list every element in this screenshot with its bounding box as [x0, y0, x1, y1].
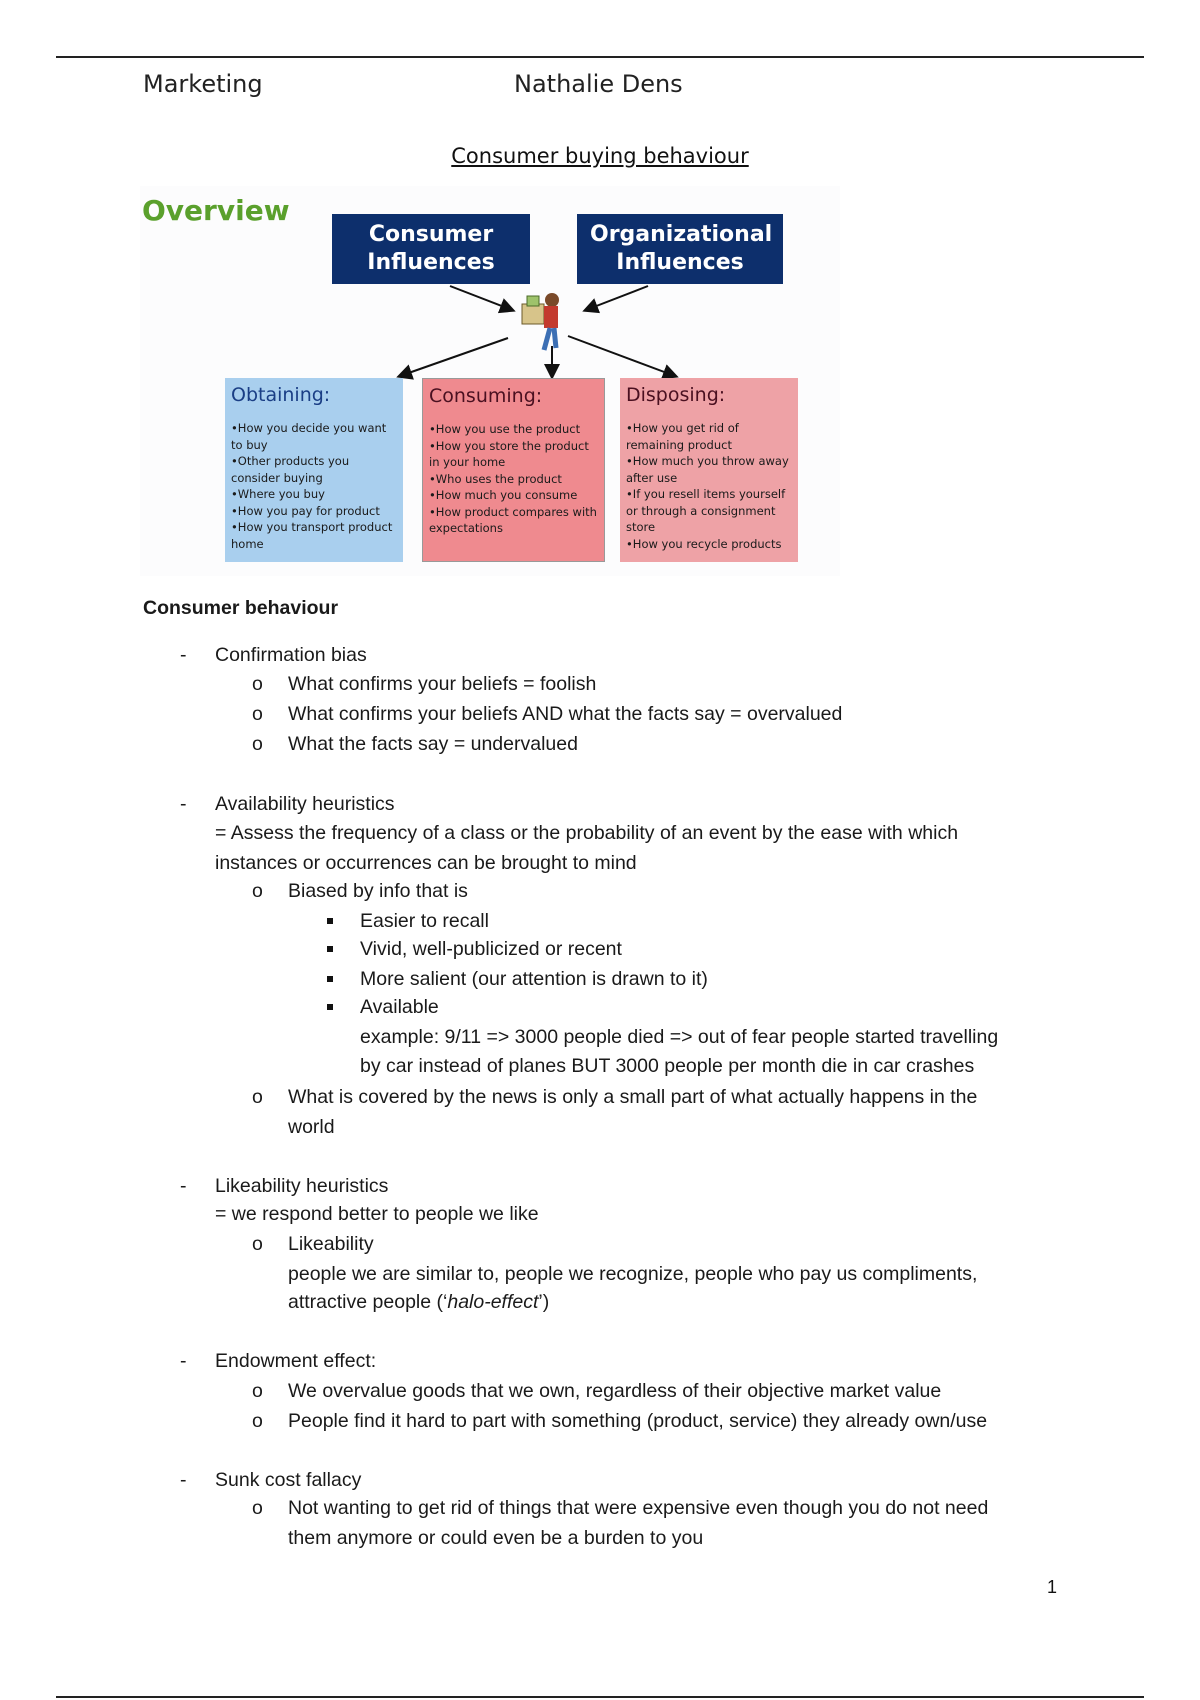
- likeability-desc-2c: ’): [538, 1291, 550, 1313]
- availability-news-1: What is covered by the news is only a small part of what actually happens in the: [288, 1086, 978, 1108]
- likeability-desc-1: people we are similar to, people we recognize, people who pay us compliments,: [288, 1263, 978, 1285]
- square-bullet: [327, 918, 333, 924]
- diagram-arrows: [140, 186, 840, 386]
- circle-marker: o: [252, 1380, 263, 1402]
- list-item: • Other products you consider buying: [231, 453, 397, 486]
- dash-marker: -: [180, 644, 187, 666]
- availability-sub-3: More salient (our attention is drawn to it): [360, 968, 708, 990]
- document-title: Consumer buying behaviour: [451, 144, 749, 168]
- list-item: • How product compares with expectations: [429, 504, 598, 537]
- sunk-line-1: Not wanting to get rid of things that were expensive even though you do not need: [288, 1497, 989, 1519]
- header-author: Nathalie Dens: [514, 70, 683, 98]
- list-item: • How you use the product: [429, 421, 598, 438]
- bottom-rule: [56, 1696, 1144, 1698]
- endowment-item-1: We overvalue goods that we own, regardless of their objective market value: [288, 1380, 942, 1402]
- sunk-label: Sunk cost fallacy: [215, 1469, 362, 1491]
- circle-marker: o: [252, 1410, 263, 1432]
- likeability-item: Likeability: [288, 1233, 374, 1255]
- dash-marker: -: [180, 1175, 187, 1197]
- availability-sub-1: Easier to recall: [360, 910, 489, 932]
- dash-marker: -: [180, 1350, 187, 1372]
- circle-marker: o: [252, 880, 263, 902]
- page-number: 1: [1047, 1577, 1058, 1597]
- list-item: • How you get rid of remaining product: [626, 420, 792, 453]
- list-item: • How you store the product in your home: [429, 438, 598, 471]
- list-item: • How you decide you want to buy: [231, 420, 397, 453]
- disposing-list: [626, 420, 792, 552]
- sunk-line-2: them anymore or could even be a burden to you: [288, 1527, 704, 1549]
- consuming-title: Consuming:: [429, 385, 543, 407]
- arrow-consumer: [450, 286, 512, 310]
- list-item: • How you pay for product: [231, 503, 397, 520]
- list-item: • How you recycle products: [626, 536, 792, 553]
- obtaining-list: [231, 420, 397, 552]
- confirmation-label: Confirmation bias: [215, 644, 367, 666]
- availability-definition-1: = Assess the frequency of a class or the probability of an event by the ease with which: [215, 822, 959, 844]
- likeability-label: Likeability heuristics: [215, 1175, 389, 1197]
- availability-sub-4: Available: [360, 996, 439, 1018]
- arrow-disposing: [568, 336, 675, 376]
- shopper-figure: [522, 293, 559, 350]
- circle-marker: o: [252, 733, 263, 755]
- square-bullet: [327, 946, 333, 952]
- list-item: • How much you consume: [429, 487, 598, 504]
- confirmation-item-2: What confirms your beliefs AND what the facts say = overvalued: [288, 703, 843, 725]
- confirmation-item-3: What the facts say = undervalued: [288, 733, 578, 755]
- obtaining-title: Obtaining:: [231, 384, 331, 406]
- list-item: • If you resell items yourself or through a consignment store: [626, 486, 792, 536]
- consumer-influences-label: Consumer Influences: [367, 222, 495, 275]
- likeability-definition: = we respond better to people we like: [215, 1203, 539, 1225]
- confirmation-item-1: What confirms your beliefs = foolish: [288, 673, 597, 695]
- section-heading: Consumer behaviour: [143, 597, 339, 619]
- header-course: Marketing: [143, 70, 263, 98]
- obtaining-box: [225, 378, 403, 562]
- availability-example-1: example: 9/11 => 3000 people died => out of fear people started travelling: [360, 1026, 999, 1048]
- availability-biased: Biased by info that is: [288, 880, 468, 902]
- availability-sub-2: Vivid, well-publicized or recent: [360, 938, 622, 960]
- endowment-label: Endowment effect:: [215, 1350, 377, 1372]
- list-item: • Who uses the product: [429, 471, 598, 488]
- circle-marker: o: [252, 1086, 263, 1108]
- square-bullet: [327, 976, 333, 982]
- overview-heading: Overview: [142, 194, 290, 227]
- top-rule: [56, 56, 1144, 58]
- organizational-influences-label: Organizational Influences: [590, 222, 773, 275]
- availability-example-2: by car instead of planes BUT 3000 people per month die in car crashes: [360, 1055, 975, 1077]
- availability-news-2: world: [288, 1116, 335, 1138]
- likeability-desc-2a: attractive people (‘: [288, 1291, 448, 1313]
- list-item: • How you transport product home: [231, 519, 397, 552]
- consuming-list: [429, 421, 598, 537]
- list-item: • Where you buy: [231, 486, 397, 503]
- availability-definition-2: instances or occurrences can be brought to mind: [215, 852, 637, 874]
- circle-marker: o: [252, 1233, 263, 1255]
- circle-marker: o: [252, 1497, 263, 1519]
- arrow-obtaining: [400, 338, 508, 376]
- endowment-item-2: People find it hard to part with something (product, service) they already own/use: [288, 1410, 988, 1432]
- availability-label: Availability heuristics: [215, 793, 395, 815]
- consuming-box: [422, 378, 605, 562]
- square-bullet: [327, 1004, 333, 1010]
- halo-effect-term: halo-effect: [447, 1291, 539, 1313]
- circle-marker: o: [252, 673, 263, 695]
- disposing-title: Disposing:: [626, 384, 726, 406]
- circle-marker: o: [252, 703, 263, 725]
- list-item: • How much you throw away after use: [626, 453, 792, 486]
- dash-marker: -: [180, 793, 187, 815]
- overview-diagram: [140, 186, 840, 576]
- arrow-organizational: [586, 286, 648, 310]
- dash-marker: -: [180, 1469, 187, 1491]
- disposing-box: [620, 378, 798, 562]
- likeability-desc-2: [288, 1288, 549, 1316]
